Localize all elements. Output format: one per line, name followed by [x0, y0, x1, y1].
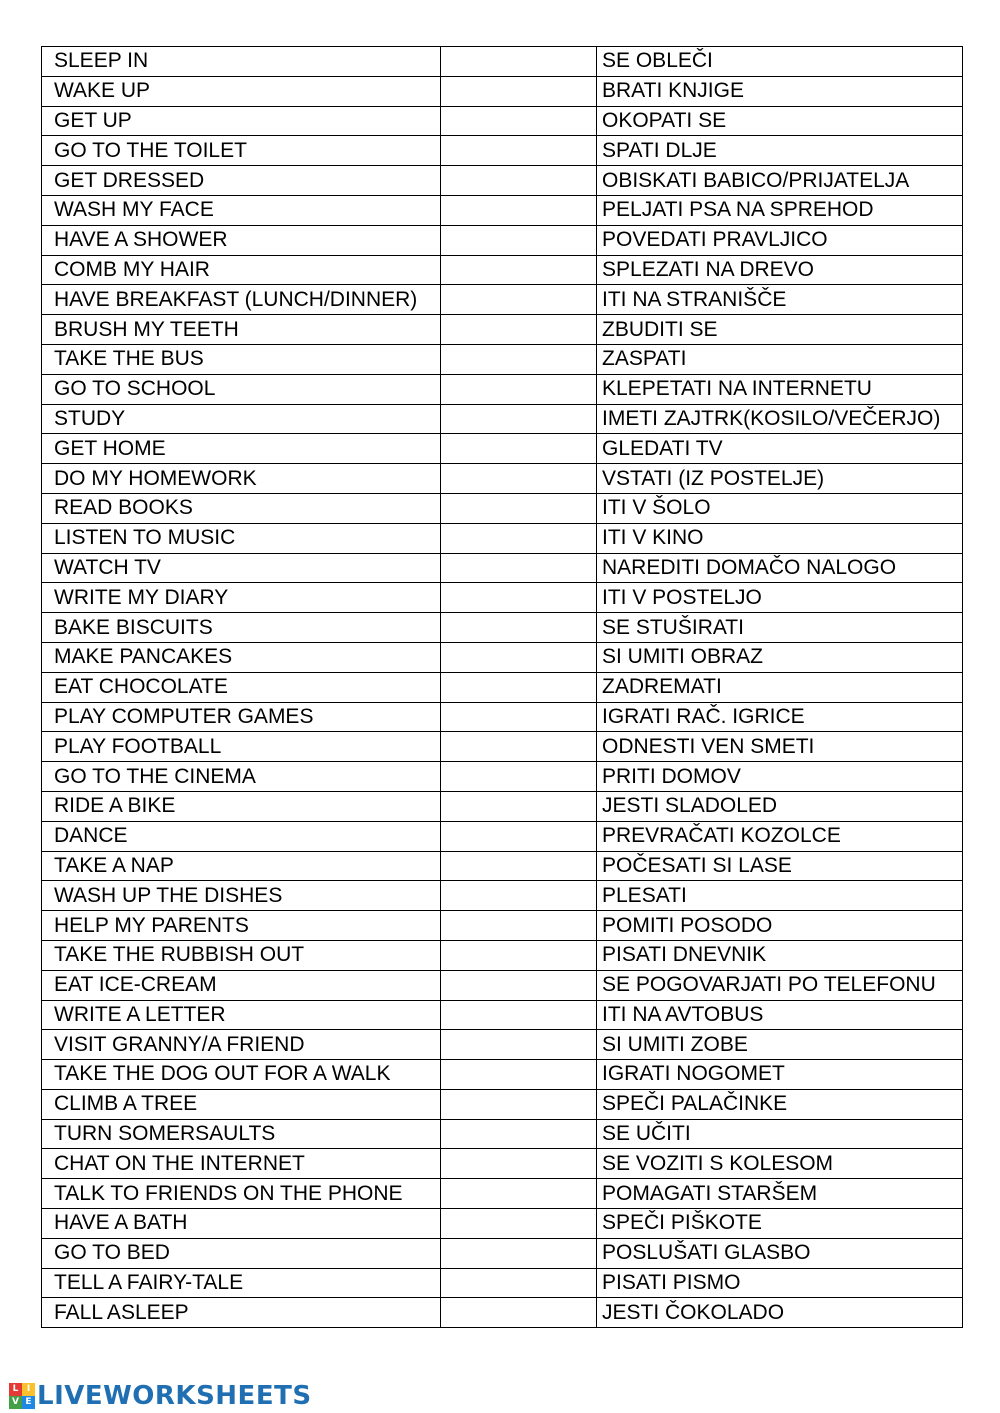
slovene-phrase-cell: ZADREMATI: [597, 672, 963, 702]
answer-cell[interactable]: [441, 225, 597, 255]
slovene-phrase-cell: OKOPATI SE: [597, 106, 963, 136]
slovene-phrase-cell: POSLUŠATI GLASBO: [597, 1238, 963, 1268]
answer-cell[interactable]: [441, 791, 597, 821]
english-phrase-cell: BRUSH MY TEETH: [42, 315, 441, 345]
answer-cell[interactable]: [441, 255, 597, 285]
slovene-phrase-cell: POMITI POSODO: [597, 911, 963, 941]
english-phrase-cell: COMB MY HAIR: [42, 255, 441, 285]
table-row: [42, 553, 963, 583]
liveworksheets-logo-icon: [9, 1383, 35, 1409]
answer-cell[interactable]: [441, 732, 597, 762]
table-row: [42, 851, 963, 881]
slovene-phrase-cell: ZBUDITI SE: [597, 315, 963, 345]
answer-cell[interactable]: [441, 1179, 597, 1209]
english-phrase-cell: GO TO SCHOOL: [42, 374, 441, 404]
answer-cell[interactable]: [441, 166, 597, 196]
slovene-phrase-cell: POVEDATI PRAVLJICO: [597, 225, 963, 255]
logo-mark-cell: L: [9, 1383, 22, 1396]
english-phrase-cell: HELP MY PARENTS: [42, 911, 441, 941]
table-row: [42, 940, 963, 970]
table-row: [42, 1030, 963, 1060]
answer-cell[interactable]: [441, 195, 597, 225]
table-row: [42, 642, 963, 672]
table-row: [42, 1119, 963, 1149]
english-phrase-cell: READ BOOKS: [42, 493, 441, 523]
english-phrase-cell: GO TO THE TOILET: [42, 136, 441, 166]
table-row: [42, 404, 963, 434]
table-row: [42, 672, 963, 702]
slovene-phrase-cell: IGRATI RAČ. IGRICE: [597, 702, 963, 732]
english-phrase-cell: GET HOME: [42, 434, 441, 464]
answer-cell[interactable]: [441, 1209, 597, 1239]
answer-cell[interactable]: [441, 1238, 597, 1268]
table-row: [42, 821, 963, 851]
table-row: [42, 374, 963, 404]
english-phrase-cell: WRITE MY DIARY: [42, 583, 441, 613]
answer-cell[interactable]: [441, 106, 597, 136]
english-phrase-cell: WASH MY FACE: [42, 195, 441, 225]
english-phrase-cell: CHAT ON THE INTERNET: [42, 1149, 441, 1179]
english-phrase-cell: VISIT GRANNY/A FRIEND: [42, 1030, 441, 1060]
english-phrase-cell: HAVE A SHOWER: [42, 225, 441, 255]
table-row: [42, 1060, 963, 1090]
english-phrase-cell: TAKE A NAP: [42, 851, 441, 881]
table-row: [42, 881, 963, 911]
english-phrase-cell: SLEEP IN: [42, 47, 441, 77]
english-phrase-cell: RIDE A BIKE: [42, 791, 441, 821]
english-phrase-cell: GET UP: [42, 106, 441, 136]
table-row: [42, 315, 963, 345]
answer-cell[interactable]: [441, 762, 597, 792]
english-phrase-cell: PLAY COMPUTER GAMES: [42, 702, 441, 732]
answer-cell[interactable]: [441, 1000, 597, 1030]
english-phrase-cell: HAVE BREAKFAST (LUNCH/DINNER): [42, 285, 441, 315]
english-phrase-cell: WRITE A LETTER: [42, 1000, 441, 1030]
logo-mark-cell: I: [22, 1383, 35, 1396]
slovene-phrase-cell: SI UMITI OBRAZ: [597, 642, 963, 672]
slovene-phrase-cell: NAREDITI DOMAČO NALOGO: [597, 553, 963, 583]
answer-cell[interactable]: [441, 583, 597, 613]
slovene-phrase-cell: ITI V POSTELJO: [597, 583, 963, 613]
table-row: [42, 1149, 963, 1179]
logo-mark-cell: V: [9, 1396, 22, 1409]
english-phrase-cell: TELL A FAIRY-TALE: [42, 1268, 441, 1298]
table-row: [42, 166, 963, 196]
table-row: [42, 136, 963, 166]
answer-cell[interactable]: [441, 821, 597, 851]
logo-mark-cell: E: [22, 1396, 35, 1409]
table-row: [42, 732, 963, 762]
table-row: [42, 106, 963, 136]
table-row: [42, 76, 963, 106]
slovene-phrase-cell: SPATI DLJE: [597, 136, 963, 166]
table-row: [42, 1000, 963, 1030]
slovene-phrase-cell: SE POGOVARJATI PO TELEFONU: [597, 970, 963, 1000]
table-row: [42, 613, 963, 643]
english-phrase-cell: TAKE THE DOG OUT FOR A WALK: [42, 1060, 441, 1090]
slovene-phrase-cell: ITI NA AVTOBUS: [597, 1000, 963, 1030]
answer-cell[interactable]: [441, 464, 597, 494]
answer-cell[interactable]: [441, 344, 597, 374]
english-phrase-cell: WAKE UP: [42, 76, 441, 106]
english-phrase-cell: WATCH TV: [42, 553, 441, 583]
slovene-phrase-cell: IMETI ZAJTRK(KOSILO/VEČERJO): [597, 404, 963, 434]
answer-cell[interactable]: [441, 374, 597, 404]
table-row: [42, 702, 963, 732]
english-phrase-cell: DO MY HOMEWORK: [42, 464, 441, 494]
english-phrase-cell: PLAY FOOTBALL: [42, 732, 441, 762]
answer-cell[interactable]: [441, 851, 597, 881]
logo-text: LIVEWORKSHEETS: [37, 1381, 312, 1411]
english-phrase-cell: HAVE A BATH: [42, 1209, 441, 1239]
slovene-phrase-cell: SPEČI PIŠKOTE: [597, 1209, 963, 1239]
answer-cell[interactable]: [441, 702, 597, 732]
answer-cell[interactable]: [441, 523, 597, 553]
answer-cell[interactable]: [441, 76, 597, 106]
table-row: [42, 344, 963, 374]
slovene-phrase-cell: SE OBLEČI: [597, 47, 963, 77]
answer-cell[interactable]: [441, 136, 597, 166]
answer-cell[interactable]: [441, 911, 597, 941]
answer-cell[interactable]: [441, 1298, 597, 1328]
slovene-phrase-cell: ITI NA STRANIŠČE: [597, 285, 963, 315]
english-phrase-cell: DANCE: [42, 821, 441, 851]
english-phrase-cell: LISTEN TO MUSIC: [42, 523, 441, 553]
answer-cell[interactable]: [441, 47, 597, 77]
slovene-phrase-cell: PRITI DOMOV: [597, 762, 963, 792]
table-row: [42, 225, 963, 255]
english-phrase-cell: EAT ICE-CREAM: [42, 970, 441, 1000]
table-row: [42, 762, 963, 792]
slovene-phrase-cell: PELJATI PSA NA SPREHOD: [597, 195, 963, 225]
answer-cell[interactable]: [441, 1268, 597, 1298]
answer-cell[interactable]: [441, 315, 597, 345]
worksheet-body: [42, 47, 963, 1328]
slovene-phrase-cell: SE VOZITI S KOLESOM: [597, 1149, 963, 1179]
table-row: [42, 493, 963, 523]
table-row: [42, 911, 963, 941]
answer-cell[interactable]: [441, 1030, 597, 1060]
slovene-phrase-cell: KLEPETATI NA INTERNETU: [597, 374, 963, 404]
table-row: [42, 1268, 963, 1298]
table-row: [42, 1238, 963, 1268]
slovene-phrase-cell: ODNESTI VEN SMETI: [597, 732, 963, 762]
english-phrase-cell: GO TO THE CINEMA: [42, 762, 441, 792]
liveworksheets-logo: [9, 1380, 312, 1412]
answer-cell[interactable]: [441, 1119, 597, 1149]
table-row: [42, 970, 963, 1000]
slovene-phrase-cell: ZASPATI: [597, 344, 963, 374]
slovene-phrase-cell: POČESATI SI LASE: [597, 851, 963, 881]
slovene-phrase-cell: ITI V KINO: [597, 523, 963, 553]
answer-cell[interactable]: [441, 613, 597, 643]
english-phrase-cell: GET DRESSED: [42, 166, 441, 196]
slovene-phrase-cell: SI UMITI ZOBE: [597, 1030, 963, 1060]
slovene-phrase-cell: ITI V ŠOLO: [597, 493, 963, 523]
matching-worksheet-table: [41, 46, 963, 1328]
table-row: [42, 1179, 963, 1209]
slovene-phrase-cell: IGRATI NOGOMET: [597, 1060, 963, 1090]
slovene-phrase-cell: OBISKATI BABICO/PRIJATELJA: [597, 166, 963, 196]
slovene-phrase-cell: BRATI KNJIGE: [597, 76, 963, 106]
answer-cell[interactable]: [441, 1060, 597, 1090]
table-row: [42, 464, 963, 494]
answer-cell[interactable]: [441, 940, 597, 970]
table-row: [42, 434, 963, 464]
answer-cell[interactable]: [441, 434, 597, 464]
slovene-phrase-cell: PLESATI: [597, 881, 963, 911]
slovene-phrase-cell: POMAGATI STARŠEM: [597, 1179, 963, 1209]
slovene-phrase-cell: GLEDATI TV: [597, 434, 963, 464]
table-row: [42, 195, 963, 225]
english-phrase-cell: BAKE BISCUITS: [42, 613, 441, 643]
slovene-phrase-cell: SPLEZATI NA DREVO: [597, 255, 963, 285]
answer-cell[interactable]: [441, 881, 597, 911]
table-row: [42, 523, 963, 553]
answer-cell[interactable]: [441, 285, 597, 315]
table-row: [42, 47, 963, 77]
answer-cell[interactable]: [441, 493, 597, 523]
english-phrase-cell: GO TO BED: [42, 1238, 441, 1268]
answer-cell[interactable]: [441, 1089, 597, 1119]
slovene-phrase-cell: PISATI DNEVNIK: [597, 940, 963, 970]
english-phrase-cell: TURN SOMERSAULTS: [42, 1119, 441, 1149]
answer-cell[interactable]: [441, 970, 597, 1000]
table-row: [42, 583, 963, 613]
slovene-phrase-cell: PREVRAČATI KOZOLCE: [597, 821, 963, 851]
slovene-phrase-cell: PISATI PISMO: [597, 1268, 963, 1298]
table-row: [42, 1089, 963, 1119]
answer-cell[interactable]: [441, 1149, 597, 1179]
slovene-phrase-cell: JESTI SLADOLED: [597, 791, 963, 821]
answer-cell[interactable]: [441, 642, 597, 672]
answer-cell[interactable]: [441, 553, 597, 583]
slovene-phrase-cell: SE UČITI: [597, 1119, 963, 1149]
slovene-phrase-cell: JESTI ČOKOLADO: [597, 1298, 963, 1328]
english-phrase-cell: CLIMB A TREE: [42, 1089, 441, 1119]
english-phrase-cell: TAKE THE RUBBISH OUT: [42, 940, 441, 970]
table-row: [42, 285, 963, 315]
answer-cell[interactable]: [441, 404, 597, 434]
english-phrase-cell: EAT CHOCOLATE: [42, 672, 441, 702]
english-phrase-cell: MAKE PANCAKES: [42, 642, 441, 672]
table-row: [42, 1298, 963, 1328]
table-row: [42, 1209, 963, 1239]
slovene-phrase-cell: VSTATI (IZ POSTELJE): [597, 464, 963, 494]
english-phrase-cell: TALK TO FRIENDS ON THE PHONE: [42, 1179, 441, 1209]
english-phrase-cell: STUDY: [42, 404, 441, 434]
answer-cell[interactable]: [441, 672, 597, 702]
english-phrase-cell: TAKE THE BUS: [42, 344, 441, 374]
slovene-phrase-cell: SPEČI PALAČINKE: [597, 1089, 963, 1119]
english-phrase-cell: WASH UP THE DISHES: [42, 881, 441, 911]
english-phrase-cell: FALL ASLEEP: [42, 1298, 441, 1328]
table-row: [42, 255, 963, 285]
slovene-phrase-cell: SE STUŠIRATI: [597, 613, 963, 643]
table-row: [42, 791, 963, 821]
